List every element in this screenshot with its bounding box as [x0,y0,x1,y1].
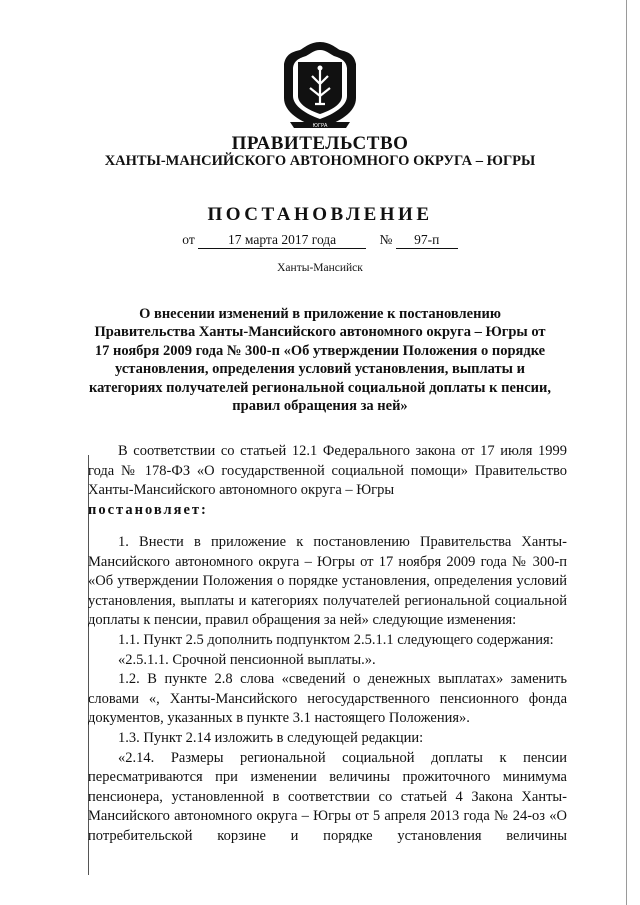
date-number-line [0,232,640,249]
item-1-1-text: «2.5.1.1. Срочной пенсионной выплаты.». [118,651,376,668]
preamble-block [88,442,567,520]
from-label: от [182,232,195,247]
item-1: 1. Внести в приложение к постановлению Правительства Ханты-Мансийского автономного округа – Югры от 17 ноября 2009 года № 300-п «Об утверждении Положения о порядке установления, определения условий установления, выплаты и категориях получателей региональной социальной доплаты к пенсии, правил обращения за ней» следующие изменения: [88,534,567,629]
city-name: Ханты-Мансийск [277,262,363,274]
item-1-2: 1.2. В пункте 2.8 слова «сведений о денежных выплатах» заменить словами «, Ханты-Мансийского негосударственного пенсионного фонда документов, указанных в пункте 3.1 настоящего Положения». [88,671,567,727]
item-1-1: 1.1. Пункт 2.5 дополнить подпунктом 2.5.1.1 следующего содержания: [118,631,554,648]
svg-text:ЮГРА: ЮГРА [312,123,328,129]
document-subject: О внесении изменений в приложение к постановлению Правительства Ханты-Мансийского автономного округа – Югры от 17 ноября 2009 года № 300-п «Об утверждении Положения о порядке установления, определения условий установления, выплаты и категориях получателей региональной социальной доплаты к пенсии, правил обращения за ней» [88,306,552,415]
number-label: № [379,232,393,247]
government-title: ПРАВИТЕЛЬСТВО [231,133,409,154]
government-subtitle: ХАНТЫ-МАНСИЙСКОГО АВТОНОМНОГО ОКРУГА – ЮГРЫ [104,153,536,169]
document-type: ПОСТАНОВЛЕНИЕ [207,204,433,225]
item-1-3-text: «2.14. Размеры региональной социальной доплаты к пенсии пересматриваются при изменении величины прожиточного минимума пенсионера, установленной в соответствии со статьей 4 Закона Ханты-Мансийского автономного округа – Югры от 5 апреля 2013 года № 24-оз «О потребительской корзине и порядке установления величины [88,749,567,844]
item-1-3: 1.3. Пункт 2.14 изложить в следующей редакции: [118,729,424,746]
preamble-text: В соответствии со статьей 12.1 Федерального закона от 17 июля 1999 года № 178-ФЗ «О государственной социальной помощи» Правительство Ханты-Мансийского автономного округа – Югры [88,443,567,499]
resolves-word: постановляет: [88,501,208,518]
amendments-block [88,533,567,847]
document-date: 17 марта 2017 года [198,232,366,249]
coat-of-arms-emblem [270,38,370,130]
document-number: 97-п [396,232,458,249]
